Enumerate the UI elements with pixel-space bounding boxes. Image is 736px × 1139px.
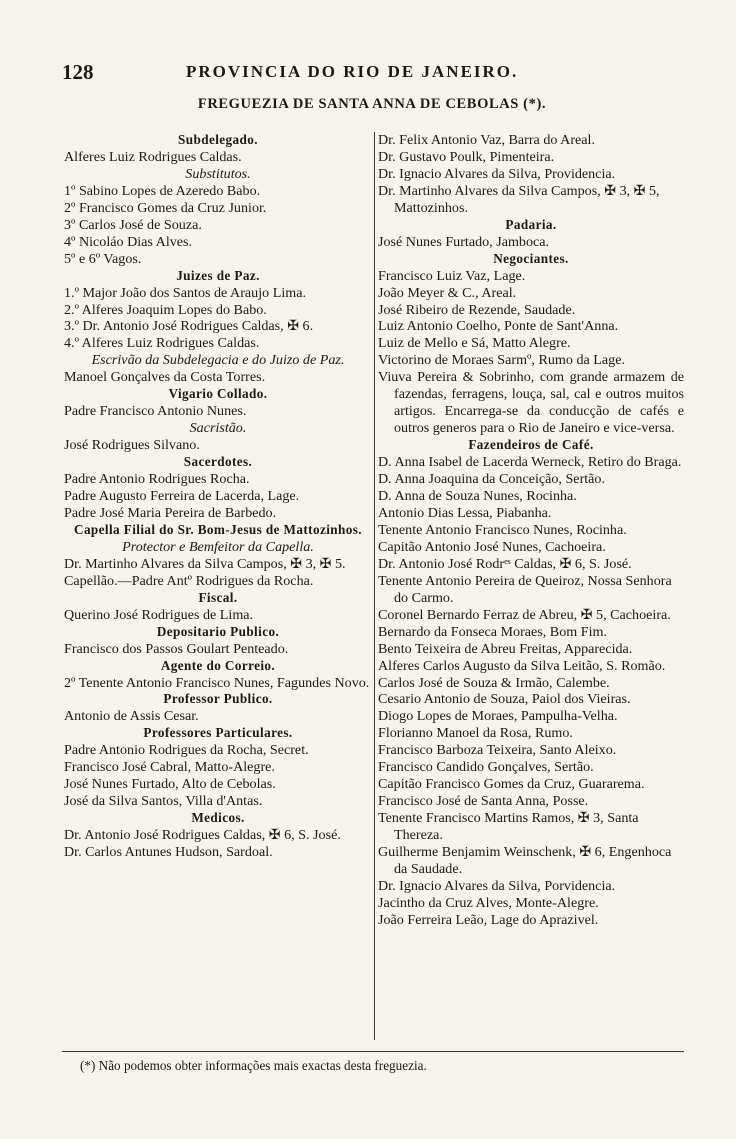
footnote-rule	[62, 1051, 684, 1052]
subheading: Sacristão.	[189, 420, 247, 437]
entry: João Ferreira Leão, Lage do Aprazivel.	[378, 911, 599, 928]
entry: Francisco Barboza Teixeira, Santo Aleixo.	[378, 742, 617, 759]
entry: Alferes Luiz Rodrigues Caldas.	[64, 148, 242, 165]
entry: João Meyer & C., Areal.	[378, 284, 517, 301]
entry: Padre Augusto Ferreira de Lacerda, Lage.	[64, 488, 300, 505]
section-heading: Fazendeiros de Café.	[468, 437, 594, 453]
section-heading: Subdelegado.	[178, 132, 258, 147]
subheading: Escrivão da Subdelegacia e do Juizo de Paz.	[91, 352, 345, 369]
entry: Dr. Martinho Alvares da Silva Campos, ✠ 3, ✠ 5.	[64, 555, 346, 572]
entry: José Nunes Furtado, Alto de Cebolas.	[64, 776, 276, 793]
entry: Carlos José de Souza & Irmão, Calembe.	[378, 674, 610, 691]
entry: Victorino de Moraes Sarmº, Rumo da Lage.	[378, 352, 625, 369]
entry: D. Anna Isabel de Lacerda Werneck, Retiro do Braga.	[378, 454, 682, 471]
entry: 3º Carlos José de Souza.	[64, 216, 202, 233]
entry: Francisco dos Passos Goulart Penteado.	[64, 640, 289, 657]
entry: 2.º Alferes Joaquim Lopes do Babo.	[64, 301, 267, 318]
entry: José da Silva Santos, Villa d'Antas.	[64, 793, 263, 810]
entry: Dr. Felix Antonio Vaz, Barra do Areal.	[378, 132, 595, 148]
entry: Francisco Candido Gonçalves, Sertão.	[378, 759, 594, 776]
page-header	[62, 60, 682, 90]
entry: Dr. Martinho Alvares da Silva Campos, ✠ 3, ✠ 5, Mattozinhos.	[378, 182, 660, 216]
footnote: (*) Não podemos obter informações mais exactas desta freguezia.	[80, 1058, 427, 1073]
entry: Antonio de Assis Cesar.	[64, 708, 199, 725]
page-number: 128	[62, 60, 94, 84]
entry: Dr. Antonio José Rodrᵉˢ Caldas, ✠ 6, S. José.	[378, 555, 632, 572]
entry: 1º Sabino Lopes de Azeredo Babo.	[64, 182, 261, 199]
entry: 4º Nicoláo Dias Alves.	[64, 233, 193, 250]
entry: Francisco José de Santa Anna, Posse.	[378, 793, 589, 810]
entry: Bernardo da Fonseca Moraes, Bom Fim.	[378, 623, 607, 640]
section-heading: Medicos.	[191, 810, 245, 826]
entry: Dr. Ignacio Alvares da Silva, Porvidencia.	[378, 877, 616, 894]
entry: José Rodrigues Silvano.	[64, 437, 200, 454]
entry: Francisco José Cabral, Matto-Alegre.	[64, 759, 275, 776]
entry: Tenente Francisco Martins Ramos, ✠ 3, Santa Thereza.	[378, 810, 639, 844]
section-heading: Capella Filial do Sr. Bom-Jesus de Mattozinhos.	[74, 521, 362, 537]
section-heading: Juizes de Paz.	[176, 267, 260, 283]
entry: 1.º Major João dos Santos de Araujo Lima.	[64, 284, 306, 301]
entry: Padre Antonio Rodrigues Rocha.	[64, 471, 250, 488]
entry: Capellão.—Padre Antº Rodrigues da Rocha.	[64, 572, 314, 589]
entry: José Nunes Furtado, Jamboca.	[378, 233, 550, 250]
section-title: FREGUEZIA DE SANTA ANNA DE CEBOLAS (*).	[197, 96, 547, 112]
entry: Tenente Antonio Pereira de Queiroz, Nossa Senhora do Carmo.	[378, 572, 672, 606]
entry: Coronel Bernardo Ferraz de Abreu, ✠ 5, Cachoeira.	[378, 606, 671, 623]
section-heading: Fiscal.	[198, 589, 238, 605]
entry: Padre José Maria Pereira de Barbedo.	[64, 504, 277, 521]
section-heading: Depositario Publico.	[156, 623, 280, 639]
subheading: Protector e Bemfeitor da Capella.	[122, 538, 314, 555]
entry: Cesario Antonio de Souza, Paiol dos Vieiras.	[378, 691, 631, 708]
entry: 5º e 6º Vagos.	[64, 250, 142, 267]
entry: D. Anna de Souza Nunes, Rocinha.	[378, 488, 577, 505]
entry: Guilherme Benjamim Weinschenk, ✠ 6, Engenhoca da Saudade.	[378, 844, 672, 877]
entry: Tenente Antonio Francisco Nunes, Rocinha.	[378, 521, 627, 538]
entry: Dr. Carlos Antunes Hudson, Sardoal.	[64, 844, 273, 861]
entry: Francisco Luiz Vaz, Lage.	[378, 267, 526, 284]
entry: 3.º Dr. Antonio José Rodrigues Caldas, ✠ 6.	[64, 318, 314, 335]
entry: Dr. Gustavo Poulk, Pimenteira.	[378, 148, 555, 165]
entry: Querino José Rodrigues de Lima.	[64, 606, 254, 623]
entry: D. Anna Joaquina da Conceição, Sertão.	[378, 471, 605, 488]
entry: Dr. Antonio José Rodrigues Caldas, ✠ 6, S. José.	[64, 827, 341, 844]
entry: Padre Antonio Rodrigues da Rocha, Secret.	[64, 742, 309, 759]
subheading: Substitutos.	[185, 165, 251, 182]
running-title: PROVINCIA DO RIO DE JANEIRO.	[186, 62, 519, 81]
section-heading: Professores Particulares.	[143, 725, 293, 741]
left-column	[64, 132, 372, 861]
entry: Manoel Gonçalves da Costa Torres.	[64, 369, 266, 386]
entry: Diogo Lopes de Moraes, Pampulha-Velha.	[378, 708, 618, 725]
right-column	[378, 132, 684, 929]
entry: Luiz Antonio Coelho, Ponte de Sant'Anna.	[378, 318, 619, 335]
entry: Dr. Ignacio Alvares da Silva, Providencia.	[378, 165, 616, 182]
section-heading: Agente do Correio.	[160, 657, 276, 673]
entry: Luiz de Mello e Sá, Matto Alegre.	[378, 335, 571, 352]
entry: 4.º Alferes Luiz Rodrigues Caldas.	[64, 335, 260, 352]
entry: Jacintho da Cruz Alves, Monte-Alegre.	[378, 894, 599, 911]
column-divider	[374, 132, 375, 1040]
section-heading: Sacerdotes.	[183, 454, 253, 470]
entry: Bento Teixeira de Abreu Freitas, Apparecida.	[378, 640, 633, 657]
section-heading: Padaria.	[505, 216, 557, 232]
entry: 2º Francisco Gomes da Cruz Junior.	[64, 199, 267, 216]
entry: José Ribeiro de Rezende, Saudade.	[378, 301, 576, 318]
section-heading: Vigario Collado.	[168, 386, 268, 402]
entry: Alferes Carlos Augusto da Silva Leitão, S. Romão.	[378, 657, 666, 674]
entry: Capitão Antonio José Nunes, Cachoeira.	[378, 538, 606, 555]
entry: Antonio Dias Lessa, Piabanha.	[378, 504, 552, 521]
section-heading: Negociantes.	[493, 250, 569, 266]
entry: Florianno Manoel da Rosa, Rumo.	[378, 725, 573, 742]
entry: Capitão Francisco Gomes da Cruz, Guararema.	[378, 776, 645, 793]
section-heading: Professor Publico.	[163, 691, 273, 707]
entry: Padre Francisco Antonio Nunes.	[64, 403, 247, 420]
entry: 2º Tenente Antonio Francisco Nunes, Fagundes Novo.	[64, 674, 370, 691]
entry: Viuva Pereira & Sobrinho, com grande armazem de fazendas, ferragens, louça, sal, cal e outros muitos artigos. Encarrega-se da conducção de cafés e outros generos para o Rio de Janeiro e vice-versa.	[378, 369, 684, 437]
